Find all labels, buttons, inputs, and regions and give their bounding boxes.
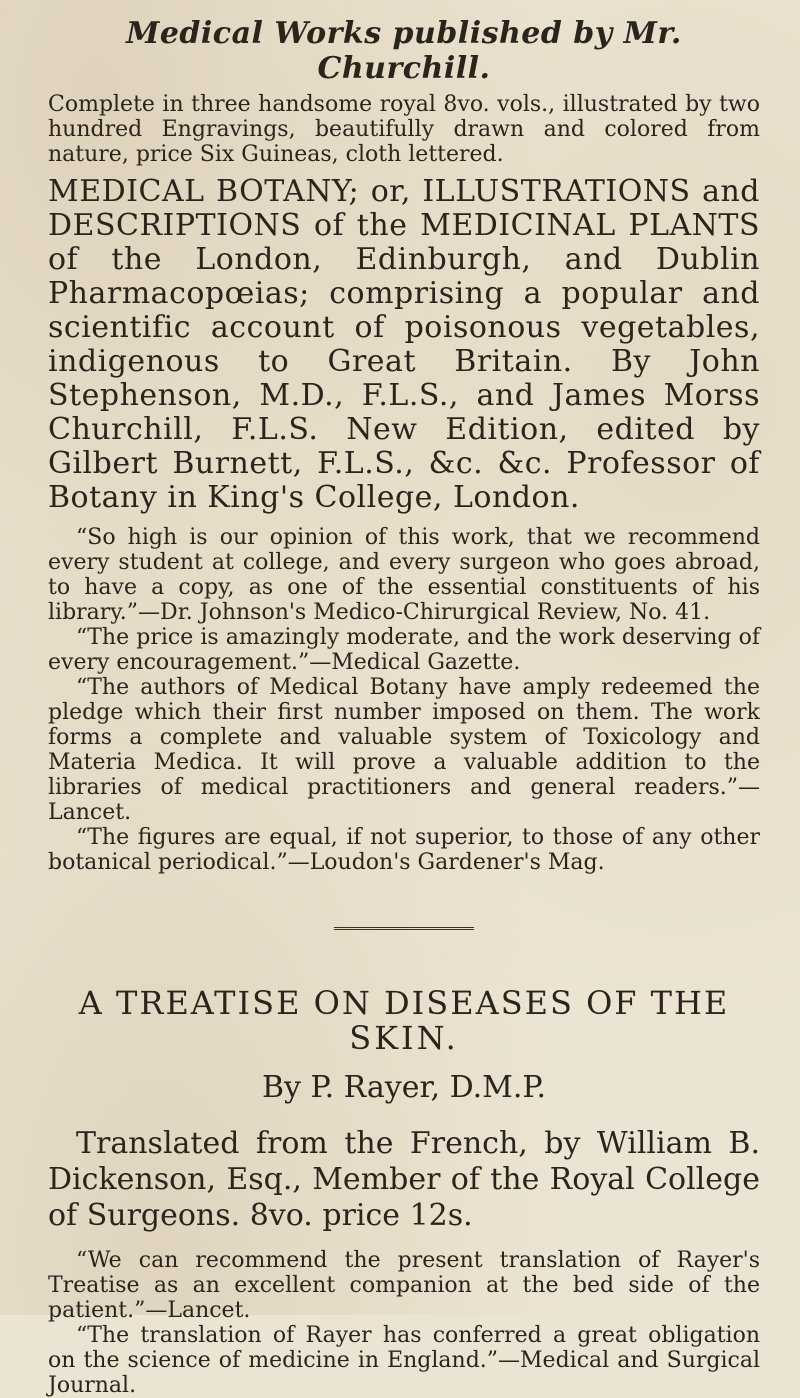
treatise-subtitle: SKIN. xyxy=(349,1019,459,1057)
review-quote: “We can recommend the present translation of Rayer's Treatise as an excellent companion at the bed side of the patient.”—Lancet. xyxy=(48,1248,760,1323)
treatise-author: By P. Rayer, D.M.P. xyxy=(261,1070,547,1105)
treatise-reviews xyxy=(48,1248,760,1398)
medical-botany-reviews xyxy=(48,525,760,875)
treatise-title: A TREATISE ON DISEASES OF THE xyxy=(78,984,730,1022)
review-quote: “The figures are equal, if not superior, to those of any other botanical periodical.”—Loudon's Gardener's Mag. xyxy=(48,825,760,875)
review-quote: “The price is amazingly moderate, and the work deserving of every encouragement.”—Medical Gazette. xyxy=(48,625,760,675)
review-quote: “The authors of Medical Botany have amply redeemed the pledge which their first number imposed on them. The work forms a complete and valuable system of Toxicology and Materia Medica. It will prove a valuable addition to the libraries of medical practitioners and general readers.”—Lancet. xyxy=(48,675,760,825)
publisher-heading: Medical Works published by Mr. Churchill. xyxy=(126,16,682,86)
edition-description: Complete in three handsome royal 8vo. vols., illustrated by two hundred Engravings, beautifully drawn and colored from nature, price Six Guineas, cloth lettered. xyxy=(48,92,760,167)
medical-botany-title: MEDICAL BOTANY; or, ILLUSTRATIONS and DESCRIPTIONS of the MEDICINAL PLANTS of the London, Edinburgh, and Dublin Pharmacopœias; comprising a popular and scientific account of poisonous vegetables, indigenous to Great Britain. By John Stephenson, M.D., F.L.S., and James Morss Churchill, F.L.S. New Edition, edited by Gilbert Burnett, F.L.S., &c. &c. Professor of Botany in King's College, London. xyxy=(48,174,760,515)
translation-note: Translated from the French, by William B. Dickenson, Esq., Member of the Royal College of Surgeons. 8vo. price 12s. xyxy=(48,1126,760,1233)
review-quote: “So high is our opinion of this work, that we recommend every student at college, and every surgeon who goes abroad, to have a copy, as one of the essential constituents of his library.”—Dr. Johnson's Medico-Chirurgical Review, No. 41. xyxy=(48,525,760,625)
review-quote: “The translation of Rayer has conferred a great obligation on the science of medicine in England.”—Medical and Surgical Journal. xyxy=(48,1323,760,1398)
section-divider xyxy=(334,927,474,930)
